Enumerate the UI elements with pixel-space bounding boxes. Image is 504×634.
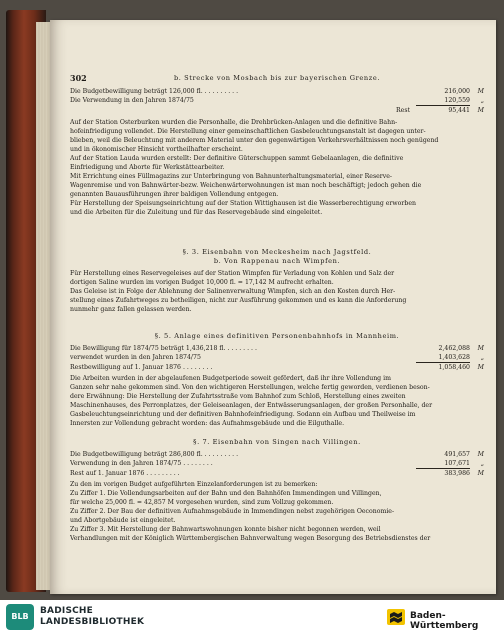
row-label: Verwendung in den Jahren 1874/75 . . . . . . . . xyxy=(70,460,213,467)
text-line: nunmehr ganz fallen gelassen werden. xyxy=(70,306,192,313)
text-line: Maschinenhauses, des Perronplatzes, der Geleiseanlagen, der Entwässerungsanlagen, der großen Personhalle, der xyxy=(70,402,433,409)
section-meckesheim xyxy=(70,248,484,314)
book-page xyxy=(50,20,496,594)
text-line: und Abortgebäude ist eingeleitet. xyxy=(70,517,176,524)
budget-row xyxy=(70,106,484,115)
section-heading: §. 5. Anlage eines definitiven Personenbahnhofs in Mannheim. xyxy=(154,332,400,340)
library-name-line1: BADISCHE xyxy=(40,606,94,616)
paragraph xyxy=(70,480,484,543)
text-line: blieben, weil die Beleuchtung mit anderem Material unter den gegenwärtigen Verkehrsverhältnissen noch genügend xyxy=(70,137,439,144)
row-amount: 1,403,628 xyxy=(416,353,470,363)
text-line: dere Erwähnung: Die Herstellung der Zufahrtsstraße vom Bahnhof zum Schloß, Herstellung eines zweiten xyxy=(70,393,406,400)
section-heading: b. Strecke von Mosbach bis zur bayerischen Grenze. xyxy=(173,74,381,82)
text-line: und die Arbeiten für die Zuleitung und für das Reservegebäude sind eingeleitet. xyxy=(70,209,323,216)
text-line: Einfriedigung und Aborte für Werkstättearbeiter. xyxy=(70,164,225,171)
budget-row xyxy=(70,87,484,96)
paragraph xyxy=(70,374,484,428)
row-amount: 491,657 xyxy=(444,451,470,458)
library-footer xyxy=(0,600,504,634)
blb-logo[interactable]: BLB xyxy=(6,604,34,630)
section-subheading: b. Von Rappenau nach Wimpfen. xyxy=(213,257,341,265)
row-unit: M xyxy=(477,364,484,371)
text-line: für welche 25,000 fl. = 42,857 M vorgesehen wurden, sind zum Vollzug gekommen. xyxy=(70,499,334,506)
budget-row xyxy=(70,450,484,459)
row-unit: M xyxy=(477,470,484,477)
row-label: Die Budgetbewilligung beträgt 286,800 fl. . . . . . . . . . xyxy=(70,451,239,458)
budget-row xyxy=(70,96,484,106)
row-amount: 107,671 xyxy=(416,459,470,469)
row-amount: 1,058,460 xyxy=(438,364,470,371)
row-unit: „ xyxy=(480,460,484,467)
row-amount: 95,441 xyxy=(448,107,470,114)
text-line: Zu Ziffer 1. Die Vollendungsarbeiten auf der Bahn und den Bahnhöfen Immendingen und Villingen, xyxy=(70,490,382,497)
budget-row xyxy=(70,363,484,372)
text-line: genannten Bauausführungen ihrer baldigen Vollendung entgegen. xyxy=(70,191,279,198)
row-label: Restbewilligung auf 1. Januar 1876 . . . . . . . . xyxy=(70,364,213,371)
library-name[interactable] xyxy=(40,606,144,628)
row-label: Rest xyxy=(396,107,410,114)
text-line: Innersten zur Vollendung gebracht worden: das Aufnahmsgebäude und die Eilguthalle. xyxy=(70,420,345,427)
text-line: Verhandlungen mit der Königlich Württembergischen Bahnverwaltung wegen Besorgung des Betriebsdienstes der xyxy=(70,535,431,542)
row-amount: 383,986 xyxy=(444,470,470,477)
text-line: Ganzen sehr nahe gekommen sind. Von den wichtigeren Herstellungen, welche fertig geworden, verdienen beson- xyxy=(70,384,430,391)
state-name[interactable]: Baden-Württemberg xyxy=(410,611,479,631)
paragraph xyxy=(70,118,484,217)
row-amount: 216,000 xyxy=(444,88,470,95)
section-mosbach xyxy=(70,74,484,217)
text-line: Die Arbeiten wurden in der abgelaufenen Budgetperiode soweit gefördert, daß ihr ihre Vollendung im xyxy=(70,375,391,382)
text-line: und in ökonomischer Hinsicht vortheilhafter erscheint. xyxy=(70,146,243,153)
text-line: Für Herstellung der Speisungseinrichtung auf der Station Wittighausen ist die Wasserberechtigung erworben xyxy=(70,200,416,207)
budget-row xyxy=(70,459,484,469)
text-line: Auf der Station Lauda wurden erstellt: Der definitive Güterschuppen sammt Gebelaanlagen, die definitive xyxy=(70,155,404,162)
row-label: verwendet wurden in den Jahren 1874/75 xyxy=(70,354,201,361)
row-label: Die Verwendung in den Jahren 1874/75 xyxy=(70,97,194,104)
text-line: Für Herstellung eines Reservegeleises auf der Station Wimpfen für Verladung von Kohlen und Salz der xyxy=(70,270,395,277)
row-unit: „ xyxy=(480,97,484,104)
text-line: dortigen Saline wurden im vorigen Budget 10,000 fl. = 17,142 M aufrecht erhalten. xyxy=(70,279,334,286)
text-line: Zu den im vorigen Budget aufgeführten Einzelanforderungen ist zu bemerken: xyxy=(70,481,318,488)
row-unit: M xyxy=(477,107,484,114)
row-unit: M xyxy=(477,451,484,458)
text-line: Wagenremise und von Bahnwärter-bezw. Weichenwärterwohnungen ist man noch beschäftigt; jedoch gehen die xyxy=(70,182,422,189)
text-line: Gasbeleuchtungseinrichtung und der definitiven Bahnhofeinfriedigung. Sodann ein Aufbau und Theilweise im xyxy=(70,411,416,418)
row-amount: 120,559 xyxy=(416,96,470,106)
section-singen xyxy=(70,438,484,543)
paragraph xyxy=(70,269,484,314)
text-line: Auf der Station Osterburken wurden die Personhalle, die Drehbrücken-Anlagen und die definitive Bahn- xyxy=(70,119,398,126)
text-line: Zu Ziffer 3. Mit Herstellung der Bahnwartswohnungen konnte bisher nicht begonnen werden, weil xyxy=(70,526,381,533)
baden-wuerttemberg-crest-icon xyxy=(386,607,406,627)
text-line: stellung eines Zufahrtweges zu betheiligen, nicht zur Ausführung gekommen und es kann die Anforderung xyxy=(70,297,407,304)
row-unit: „ xyxy=(480,354,484,361)
text-line: Zu Ziffer 2. Der Bau der definitiven Aufnahmsgebäude in Immendingen nebst zugehörigen Oeconomie- xyxy=(70,508,395,515)
row-unit: M xyxy=(477,345,484,352)
library-name-line2: LANDESBIBLIOTHEK xyxy=(40,617,145,627)
section-heading: §. 3. Eisenbahn von Meckesheim nach Jagstfeld. xyxy=(182,248,372,256)
budget-row xyxy=(70,353,484,363)
budget-row xyxy=(70,344,484,353)
text-line: hofeinfriedigung vollendet. Die Herstellung einer gemeinschaftlichen Gasbeleuchtungsanstalt ist dagegen unter- xyxy=(70,128,426,135)
row-label: Rest auf 1. Januar 1876 . . . . . . . . . xyxy=(70,470,180,477)
text-line: Das Geleise ist in Folge der Ablehnung der Salinenverwaltung Wimpfen, sich an den Kosten durch Her- xyxy=(70,288,396,295)
text-line: Mit Errichtung eines Füllmagazins zur Unterbringung von Bahnunterhaltungsmaterial, einer Reserve- xyxy=(70,173,392,180)
budget-row xyxy=(70,469,484,478)
row-label: Die Budgetbewilligung beträgt 126,000 fl. . . . . . . . . . xyxy=(70,88,239,95)
row-amount: 2,462,088 xyxy=(438,345,470,352)
section-heading: §. 7. Eisenbahn von Singen nach Villingen. xyxy=(193,438,361,446)
section-mannheim xyxy=(70,332,484,428)
page-number: 302 xyxy=(70,73,87,83)
row-unit: M xyxy=(477,88,484,95)
row-label: Die Bewilligung für 1874/75 beträgt 1,436,218 fl. . . . . . . . . xyxy=(70,345,257,352)
